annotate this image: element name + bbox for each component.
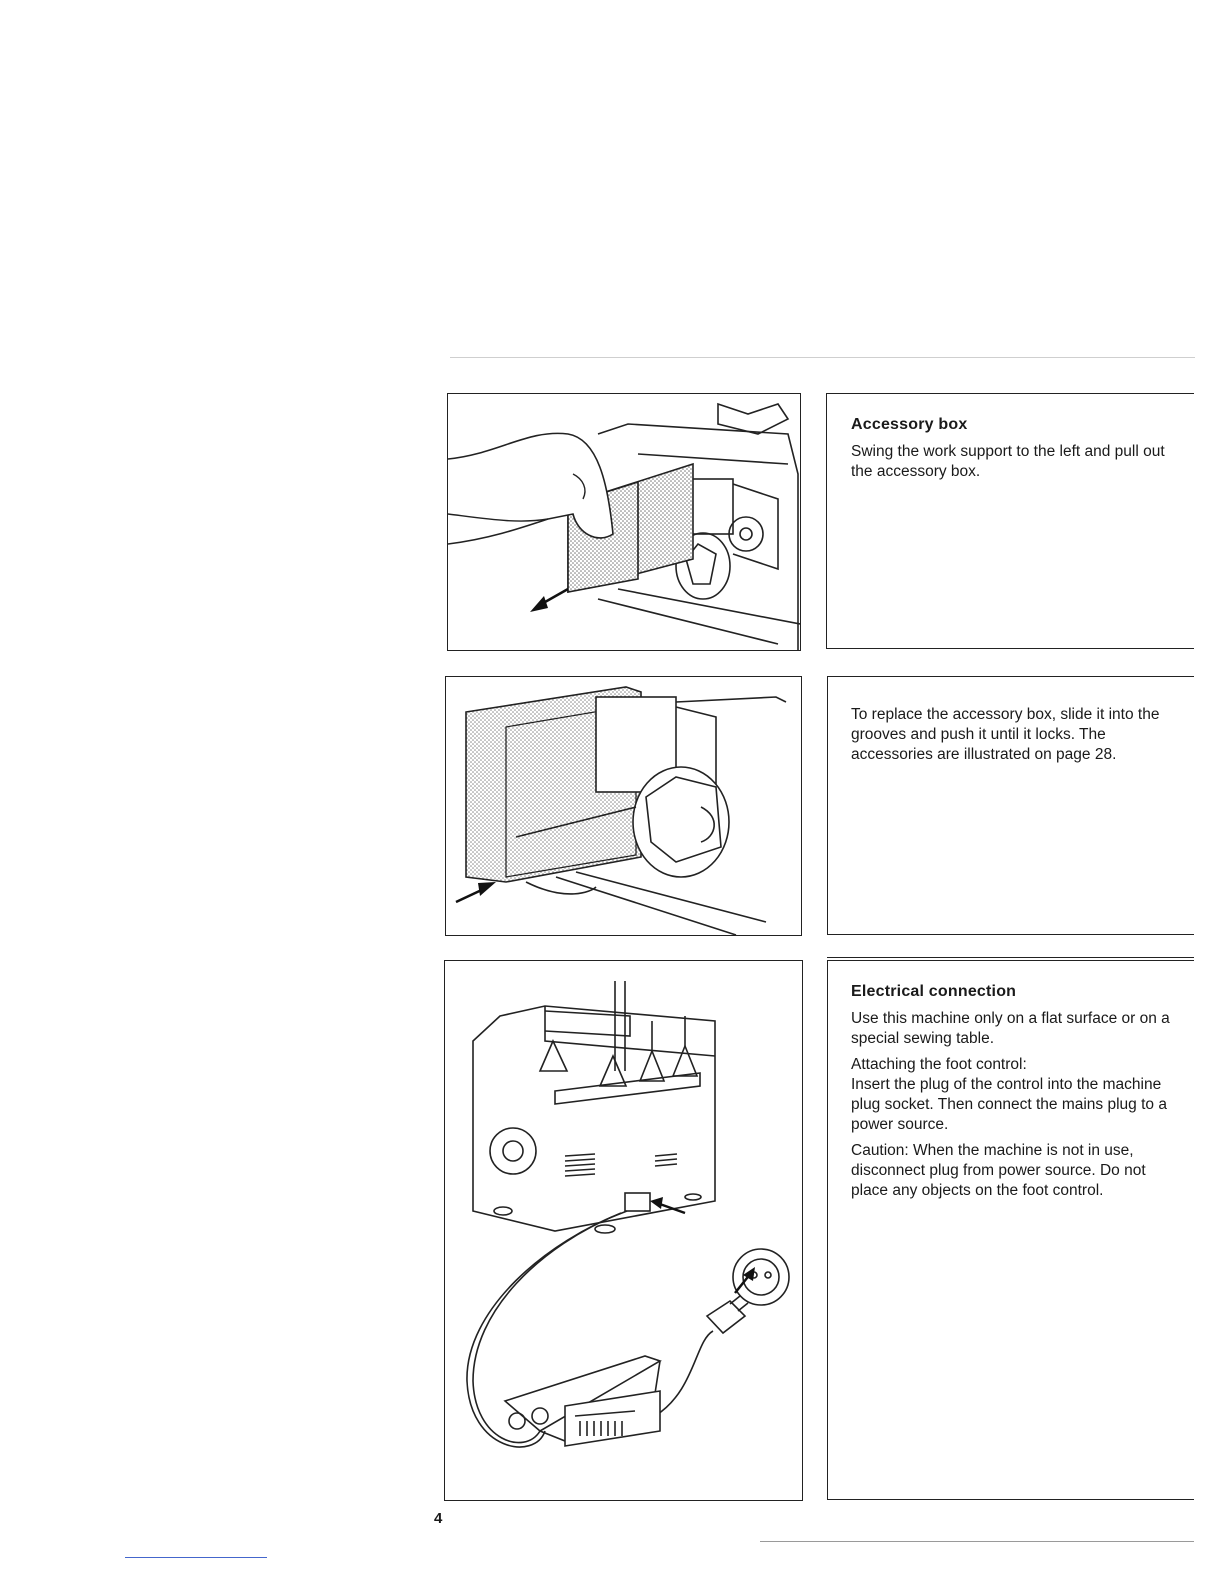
electrical-connection-illustration <box>445 961 802 1500</box>
illustration-replace-accessory-box <box>445 676 802 936</box>
page-number: 4 <box>434 1510 443 1527</box>
section-replace-accessory-box <box>851 705 1181 771</box>
scan-line-blue <box>125 1557 267 1558</box>
paragraph-flat-surface: Use this machine only on a flat surface or on a special sewing table. <box>851 1010 1170 1047</box>
paragraph-attaching-foot-control: Attaching the foot control: <box>851 1056 1027 1073</box>
heading-electrical-connection: Electrical connection <box>851 983 1017 1000</box>
row3-top-rule-right <box>827 957 1194 958</box>
heading-accessory-box: Accessory box <box>851 416 968 433</box>
section-electrical-connection <box>851 983 1171 1207</box>
paragraph-replace-accessory-box: To replace the accessory box, slide it into the grooves and push it until it locks. The accessories are illustrated on page 28. <box>851 706 1160 763</box>
section-accessory-box <box>851 416 1181 488</box>
paragraph-insert-plug: Insert the plug of the control into the machine plug socket. Then connect the mains plug to a power source. <box>851 1076 1167 1133</box>
scan-line-bottom <box>760 1541 1194 1542</box>
illustration-electrical-connection <box>444 960 803 1501</box>
text-panel-replace-accessory-box <box>827 676 1194 935</box>
illustration-pull-out-accessory-box <box>447 393 801 651</box>
paragraph-accessory-box: Swing the work support to the left and pull out the accessory box. <box>851 443 1165 480</box>
scan-line-top <box>450 357 1195 358</box>
accessory-box-pull-illustration <box>448 394 800 650</box>
text-panel-accessory-box <box>826 393 1194 649</box>
paragraph-caution: Caution: When the machine is not in use, disconnect plug from power source. Do not place any objects on the foot control. <box>851 1142 1146 1199</box>
text-panel-electrical-connection <box>827 960 1194 1500</box>
accessory-box-replace-illustration <box>446 677 801 935</box>
